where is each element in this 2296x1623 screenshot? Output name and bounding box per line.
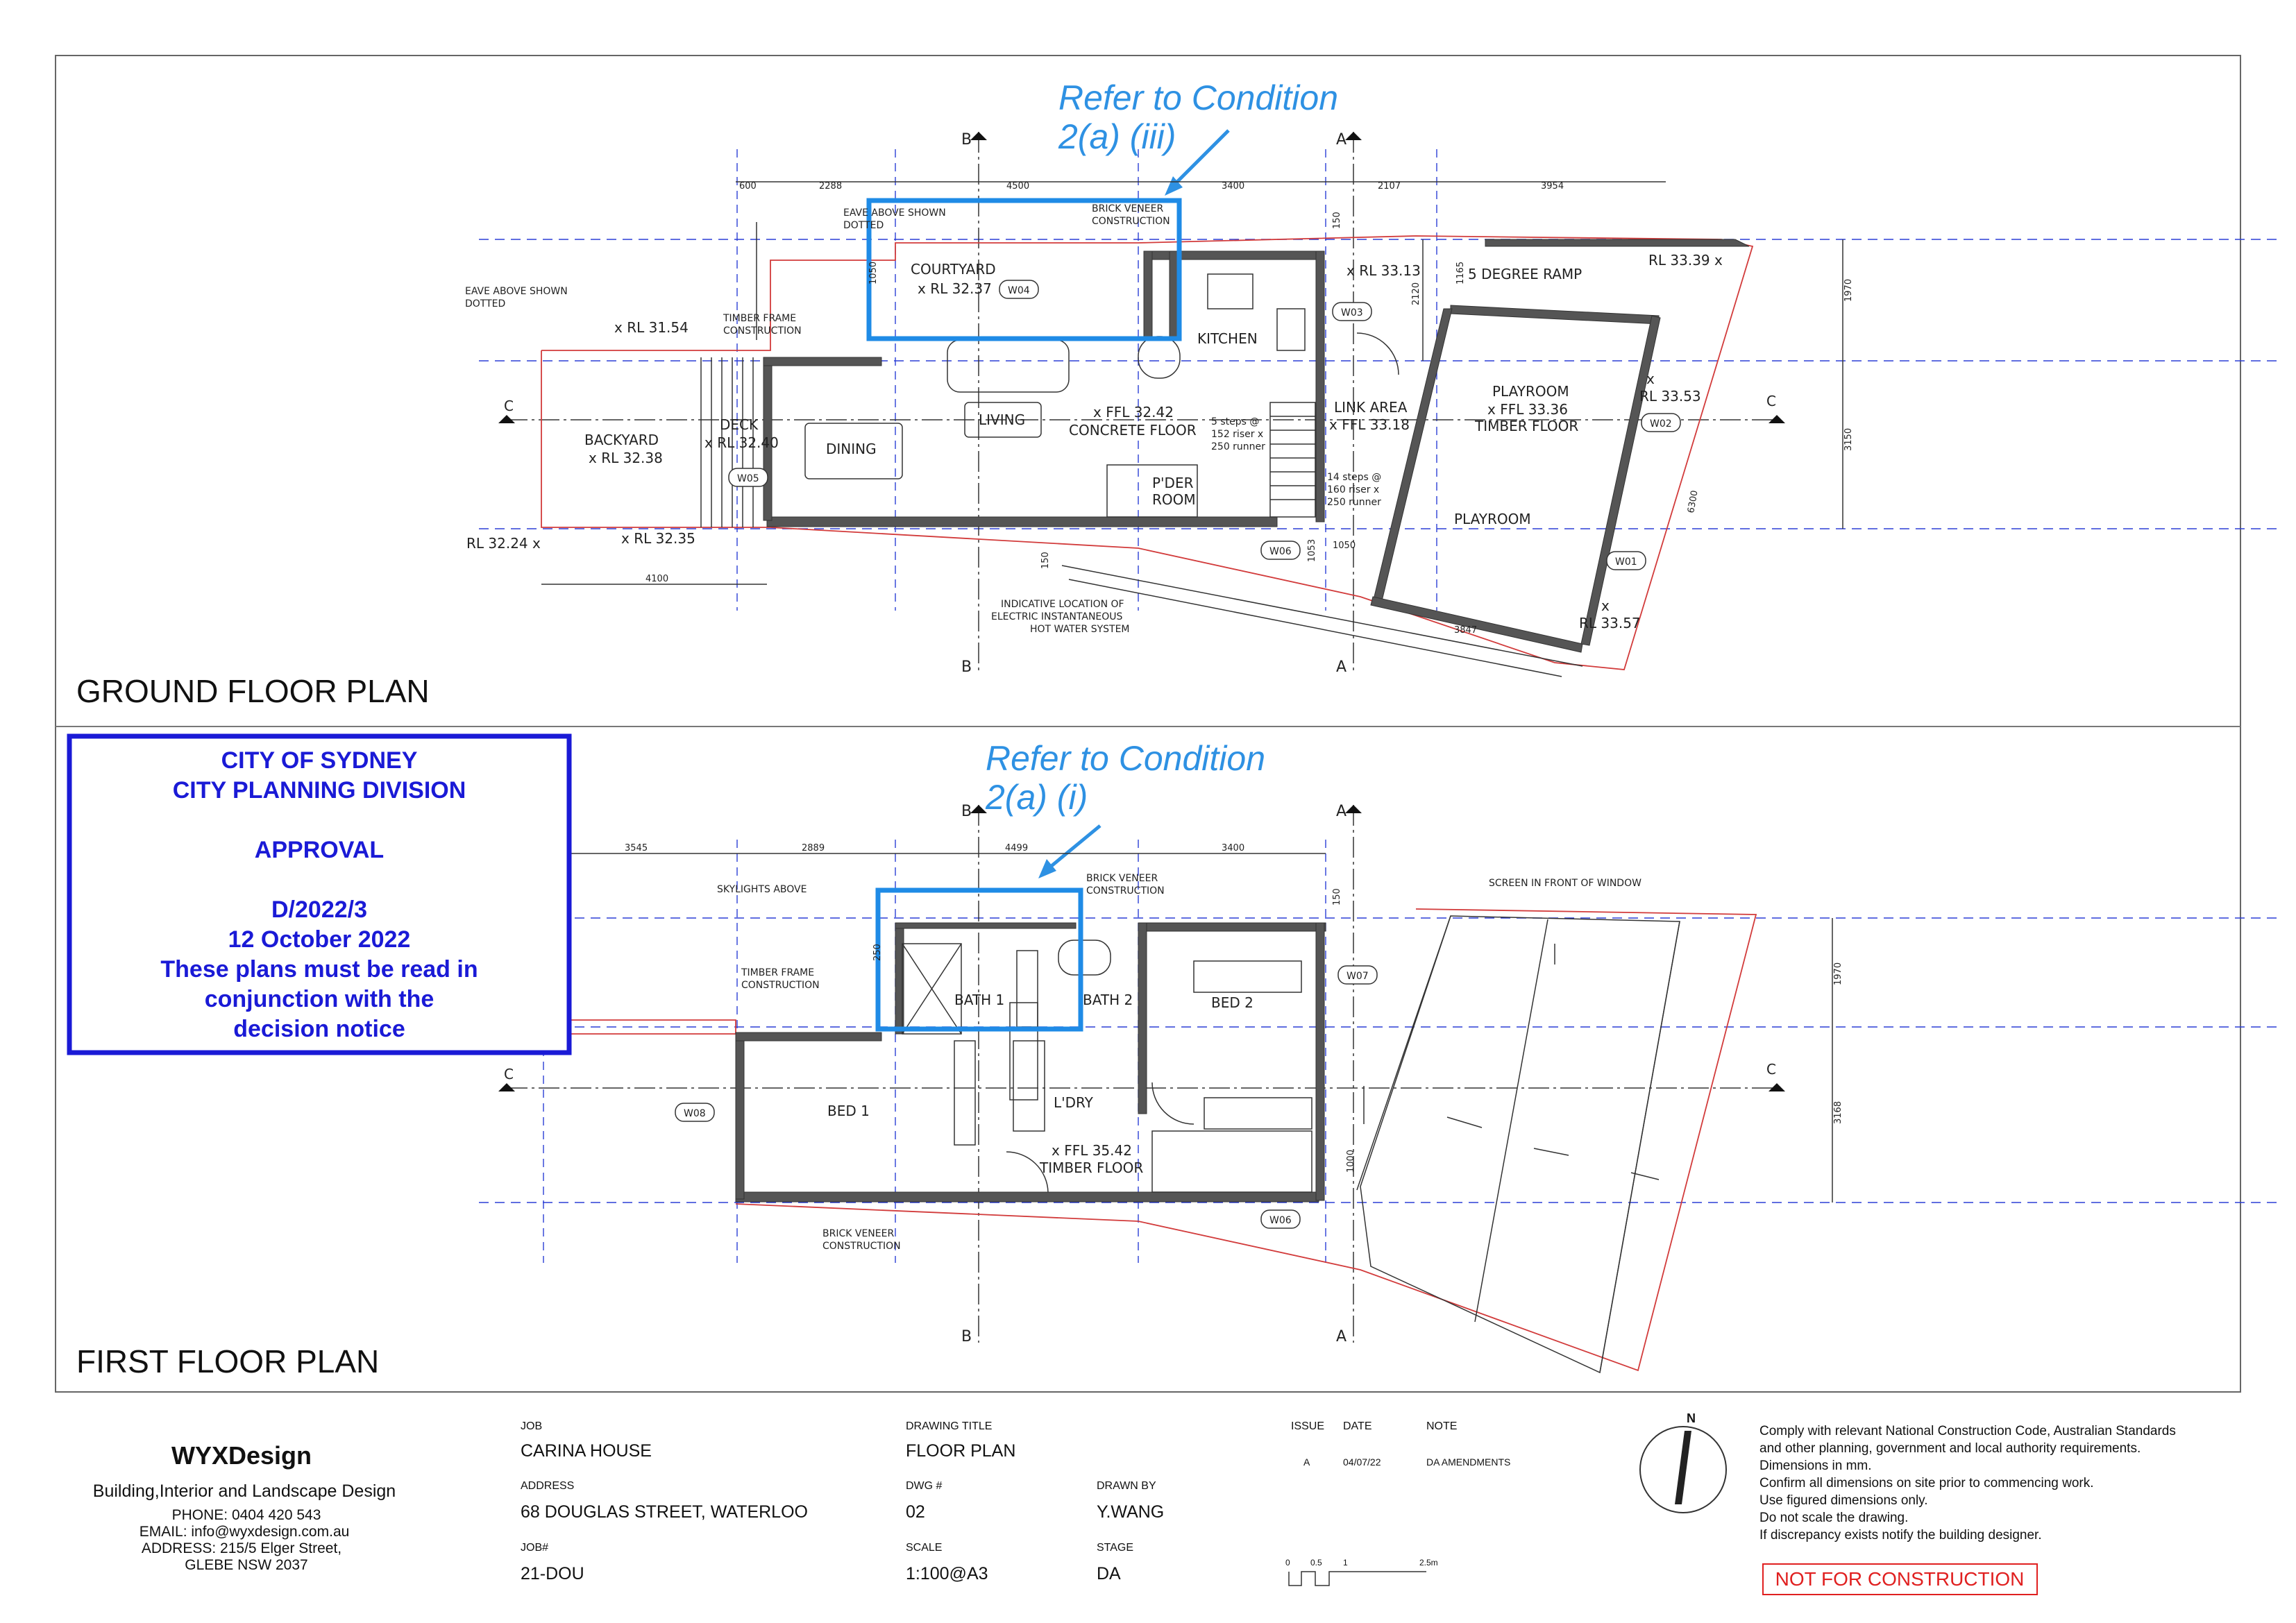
section-arrow	[498, 415, 515, 423]
dimension: 1000	[1346, 1149, 1356, 1173]
dimension: 1165	[1455, 261, 1466, 284]
callout-text: Refer to Condition	[986, 739, 1266, 778]
approval-line: CITY PLANNING DIVISION	[172, 777, 466, 804]
issue-header: ISSUE	[1291, 1420, 1325, 1432]
job-number: 21-DOU	[521, 1564, 584, 1583]
section-arrow	[970, 132, 987, 140]
plan-title: FIRST FLOOR PLAN	[76, 1343, 380, 1379]
wall	[763, 357, 881, 366]
date-header: DATE	[1343, 1420, 1372, 1432]
company-name: WYXDesign	[171, 1441, 312, 1470]
room-label-powder: ROOM	[1152, 491, 1196, 508]
floor-finish: TIMBER FLOOR	[1040, 1159, 1144, 1176]
floor-finish: TIMBER FLOOR	[1475, 418, 1579, 434]
wall	[1451, 305, 1659, 324]
grid-label: B	[961, 803, 972, 820]
north-arrow-icon	[1675, 1431, 1691, 1504]
site-boundary	[736, 909, 1756, 1370]
issue-value: A	[1303, 1456, 1310, 1468]
room-label-kitchen: KITCHEN	[1197, 330, 1258, 347]
company-address: GLEBE NSW 2037	[185, 1557, 308, 1573]
annotation: EAVE ABOVE SHOWN	[843, 207, 946, 219]
disclaimer-line: Use figured dimensions only.	[1759, 1493, 1928, 1508]
callout-text: Refer to Condition	[1058, 78, 1339, 117]
level-marker: x RL 33.13	[1347, 262, 1421, 279]
scale-bar-tick: 0.5	[1310, 1558, 1322, 1567]
annotation: TIMBER FRAME	[723, 313, 797, 324]
approval-line: D/2022/3	[271, 897, 367, 923]
dimension: 150	[1040, 552, 1051, 569]
hot-water-line	[1062, 566, 1582, 666]
dimension: 2120	[1411, 282, 1421, 305]
room-label-laundry: L'DRY	[1054, 1094, 1093, 1111]
dimension: 3400	[1222, 843, 1245, 853]
annotation: 14 steps @	[1327, 472, 1382, 483]
wall	[1581, 316, 1660, 645]
window-tag-label: W01	[1615, 556, 1637, 568]
annotation: EAVE ABOVE SHOWN	[465, 286, 568, 297]
room-label-bed2: BED 2	[1211, 994, 1253, 1011]
level-marker: x FFL 33.36	[1487, 401, 1568, 418]
annotation: ELECTRIC INSTANTANEOUS	[991, 611, 1123, 622]
dimension: 1050	[1333, 541, 1356, 551]
drawing-number: 02	[906, 1502, 925, 1522]
title-block	[93, 1411, 2176, 1595]
drawn-by: Y.WANG	[1097, 1502, 1165, 1522]
grid-label: C	[504, 398, 514, 414]
north-label: N	[1687, 1411, 1696, 1425]
window-tag-label: W06	[1269, 1215, 1292, 1226]
disclaimer-line: If discrepancy exists notify the building designer.	[1759, 1528, 2042, 1543]
level-marker: x RL 32.35	[621, 530, 695, 547]
annotation: INDICATIVE LOCATION OF	[1001, 599, 1124, 610]
wall	[1138, 923, 1147, 1114]
wall	[1485, 239, 1749, 246]
scale-bar	[1285, 1558, 1438, 1586]
field-label: STAGE	[1097, 1542, 1134, 1554]
not-for-construction-stamp: NOT FOR CONSTRUCTION	[1775, 1568, 2025, 1590]
level-marker: RL 33.53	[1639, 388, 1701, 405]
grid-label: C	[1766, 1061, 1776, 1078]
room-label-bed1: BED 1	[827, 1103, 870, 1119]
dimension: 3847	[1454, 625, 1478, 636]
bed-head	[1194, 961, 1301, 992]
disclaimer-line: and other planning, government and local authority requirements.	[1759, 1441, 2141, 1456]
grid-label: C	[504, 1066, 514, 1082]
scale-bar-line	[1289, 1572, 1426, 1586]
dimension: 3545	[625, 843, 648, 853]
section-arrow	[970, 805, 987, 813]
level-marker: x FFL 33.18	[1329, 416, 1410, 433]
room-label-ramp: 5 DEGREE RAMP	[1468, 266, 1582, 282]
wall	[1144, 251, 1152, 338]
dimension: 1050	[868, 261, 879, 284]
wall	[1316, 251, 1324, 522]
disclaimer-line: Confirm all dimensions on site prior to commencing work.	[1759, 1476, 2094, 1490]
dimension: 250	[872, 944, 883, 961]
annotation: 152 riser x	[1211, 429, 1264, 440]
section-arrow	[498, 1083, 515, 1091]
drawing-title: FLOOR PLAN	[906, 1441, 1016, 1461]
dimension: 2107	[1378, 181, 1401, 192]
kitchen-sink	[1277, 309, 1305, 350]
approval-line: decision notice	[233, 1016, 405, 1042]
dimension: 3954	[1541, 181, 1564, 192]
annotation: TIMBER FRAME	[741, 967, 815, 978]
approval-line: 12 October 2022	[228, 926, 411, 953]
room-label-playroom: PLAYROOM	[1454, 511, 1531, 527]
dimension: 150	[1332, 888, 1342, 906]
grid-label: A	[1336, 131, 1347, 148]
room-label-courtyard: COURTYARD	[911, 261, 996, 278]
company-email: EMAIL: info@wyxdesign.com.au	[139, 1524, 350, 1540]
window-tag-label: W05	[737, 473, 759, 484]
annotation: SKYLIGHTS ABOVE	[717, 884, 807, 895]
level-marker: x RL 32.38	[589, 450, 663, 466]
grid-label: B	[961, 131, 972, 148]
room-label-link: LINK AREA	[1334, 399, 1408, 416]
dimension: 3150	[1843, 427, 1854, 451]
room-label-dining: DINING	[826, 441, 877, 457]
scale-bar-tick: 2.5m	[1419, 1558, 1438, 1567]
callout-arrow	[1173, 130, 1229, 186]
grid-label: B	[961, 1328, 972, 1345]
arrow	[1534, 1148, 1569, 1155]
room-label-playroom: PLAYROOM	[1492, 383, 1569, 400]
wall	[1138, 923, 1326, 931]
issue-note: DA AMENDMENTS	[1426, 1456, 1511, 1468]
disclaimer-line: Dimensions in mm.	[1759, 1459, 1872, 1473]
section-arrow	[1769, 415, 1785, 423]
approval-line: conjunction with the	[204, 986, 434, 1012]
drawing-stage: DA	[1097, 1564, 1121, 1583]
field-label: DRAWN BY	[1097, 1480, 1156, 1492]
annotation: 250 runner	[1211, 441, 1265, 452]
field-label: SCALE	[906, 1542, 943, 1554]
annotation: BRICK VENEER	[1086, 873, 1158, 884]
arrow	[1447, 1117, 1482, 1128]
drawing-scale: 1:100@A3	[906, 1564, 988, 1583]
wardrobe	[954, 1041, 975, 1145]
condition-highlight-box	[878, 890, 1081, 1029]
level-marker: x FFL 32.42	[1093, 404, 1174, 420]
wall	[1170, 251, 1178, 338]
wall	[736, 1192, 1319, 1202]
linen-cupboard	[1010, 1003, 1038, 1100]
level-marker: x RL 31.54	[614, 319, 689, 336]
scale-bar-tick: 0	[1285, 1558, 1290, 1567]
north-arrow	[1640, 1411, 1726, 1513]
level-marker: x FFL 35.42	[1052, 1142, 1132, 1159]
field-label: DRAWING TITLE	[906, 1420, 993, 1432]
arrow	[1631, 1173, 1659, 1180]
issue-date: 04/07/22	[1343, 1456, 1381, 1468]
room-label-bath1: BATH 1	[954, 992, 1005, 1008]
field-label: DWG #	[906, 1480, 943, 1492]
roof-line	[1475, 919, 1548, 1322]
dimension: 150	[1332, 212, 1342, 229]
window-tag-label: W04	[1008, 285, 1030, 296]
level-marker: x RL 32.40	[704, 434, 779, 451]
wall	[736, 1033, 744, 1199]
ground-floor-plan	[76, 78, 2277, 709]
annotation: 250 runner	[1327, 497, 1381, 508]
room-label-deck: DECK	[720, 416, 759, 433]
window-tag-label: W06	[1269, 546, 1292, 557]
callout-arrow	[1048, 826, 1100, 869]
annotation: CONSTRUCTION	[723, 325, 802, 337]
job-address: 68 DOUGLAS STREET, WATERLOO	[521, 1502, 808, 1522]
floor-finish: CONCRETE FLOOR	[1069, 422, 1197, 439]
stairs	[1152, 1131, 1312, 1192]
room-label-living: LIVING	[979, 411, 1026, 428]
annotation: DOTTED	[465, 298, 506, 309]
section-arrow	[1769, 1083, 1785, 1091]
annotation: 5 steps @	[1211, 416, 1260, 427]
wall	[1371, 597, 1582, 652]
roof-line	[1357, 916, 1451, 1190]
company-phone: PHONE: 0404 420 543	[171, 1507, 321, 1523]
window-tag-label: W03	[1341, 307, 1363, 318]
council-approval-stamp	[69, 736, 569, 1053]
job-name: CARINA HOUSE	[521, 1441, 652, 1461]
wall	[736, 1033, 881, 1041]
level-marker: x	[1646, 371, 1655, 387]
annotation: CONSTRUCTION	[741, 980, 820, 991]
annotation: SCREEN IN FRONT OF WINDOW	[1489, 878, 1641, 889]
field-label: ADDRESS	[521, 1480, 575, 1492]
level-marker: RL 33.39 x	[1648, 252, 1723, 269]
approval-line: APPROVAL	[254, 837, 385, 863]
roof-outline	[1360, 916, 1680, 1373]
level-marker: RL 32.24 x	[466, 535, 541, 552]
stairs	[1204, 1098, 1312, 1129]
wall	[767, 517, 1277, 527]
dimension: 4499	[1005, 843, 1029, 853]
sofa	[947, 340, 1069, 392]
dimension: 6300	[1686, 489, 1700, 514]
dimension: 2288	[819, 181, 843, 192]
scale-bar-tick: 1	[1343, 1558, 1348, 1567]
level-marker: x RL 32.37	[918, 280, 992, 297]
company-address: ADDRESS: 215/5 Elger Street,	[141, 1540, 342, 1556]
dimension: 3168	[1833, 1101, 1843, 1124]
door-swing	[1357, 333, 1399, 375]
wall	[1316, 923, 1324, 1200]
dimension: 4100	[645, 574, 669, 584]
callout-text: 2(a) (i)	[986, 778, 1088, 817]
grid-label: A	[1336, 658, 1347, 676]
window-tag-label: W08	[684, 1108, 706, 1119]
room-label-bath2: BATH 2	[1083, 992, 1133, 1008]
room-label-backyard: BACKYARD	[584, 432, 659, 448]
grid-label: A	[1336, 803, 1347, 820]
disclaimer-line: Comply with relevant National Construction Code, Australian Standards	[1759, 1424, 2176, 1438]
kitchen-island	[1138, 337, 1180, 378]
note-header: NOTE	[1426, 1420, 1458, 1432]
approval-line: These plans must be read in	[160, 956, 478, 983]
roof-line	[1600, 921, 1680, 1373]
bathtub	[1058, 940, 1111, 975]
annotation: BRICK VENEER	[1092, 203, 1164, 214]
annotation: 160 riser x	[1327, 484, 1380, 495]
window-tag-label: W02	[1650, 418, 1672, 430]
field-label: JOB	[521, 1420, 543, 1432]
grid-label: A	[1336, 1328, 1347, 1345]
cooktop	[1208, 274, 1253, 309]
annotation: DOTTED	[843, 220, 884, 231]
dimension: 1970	[1843, 278, 1854, 302]
dimension: 3400	[1222, 181, 1245, 192]
dimension: 600	[739, 181, 757, 192]
dimension: 1970	[1833, 962, 1843, 985]
wardrobe	[1013, 1041, 1045, 1131]
dimension: 4500	[1006, 181, 1030, 192]
approval-line: CITY OF SYDNEY	[221, 747, 418, 774]
level-marker: RL 33.57	[1579, 615, 1641, 631]
dimension: 2889	[802, 843, 825, 853]
window-tag-label: W07	[1347, 971, 1369, 982]
company-tagline: Building,Interior and Landscape Design	[92, 1481, 396, 1501]
level-marker: x	[1601, 597, 1610, 614]
section-arrow	[1345, 132, 1362, 140]
annotation: CONSTRUCTION	[1086, 885, 1165, 897]
annotation: BRICK VENEER	[822, 1228, 895, 1239]
dimension: 1053	[1307, 538, 1317, 562]
plan-title: GROUND FLOOR PLAN	[76, 673, 430, 709]
section-arrow	[1345, 805, 1362, 813]
annotation: CONSTRUCTION	[1092, 216, 1170, 227]
annotation: CONSTRUCTION	[822, 1241, 901, 1252]
disclaimer-line: Do not scale the drawing.	[1759, 1511, 1909, 1525]
annotation: HOT WATER SYSTEM	[1030, 624, 1130, 635]
grid-label: B	[961, 658, 972, 676]
field-label: JOB#	[521, 1542, 549, 1554]
vanity	[1017, 951, 1038, 1027]
callout-text: 2(a) (iii)	[1058, 117, 1176, 156]
grid-label: C	[1766, 393, 1776, 409]
door-swing	[1152, 1082, 1194, 1124]
wall	[895, 923, 1076, 928]
room-label-powder: P'DER	[1152, 475, 1194, 491]
wall	[1373, 309, 1452, 604]
